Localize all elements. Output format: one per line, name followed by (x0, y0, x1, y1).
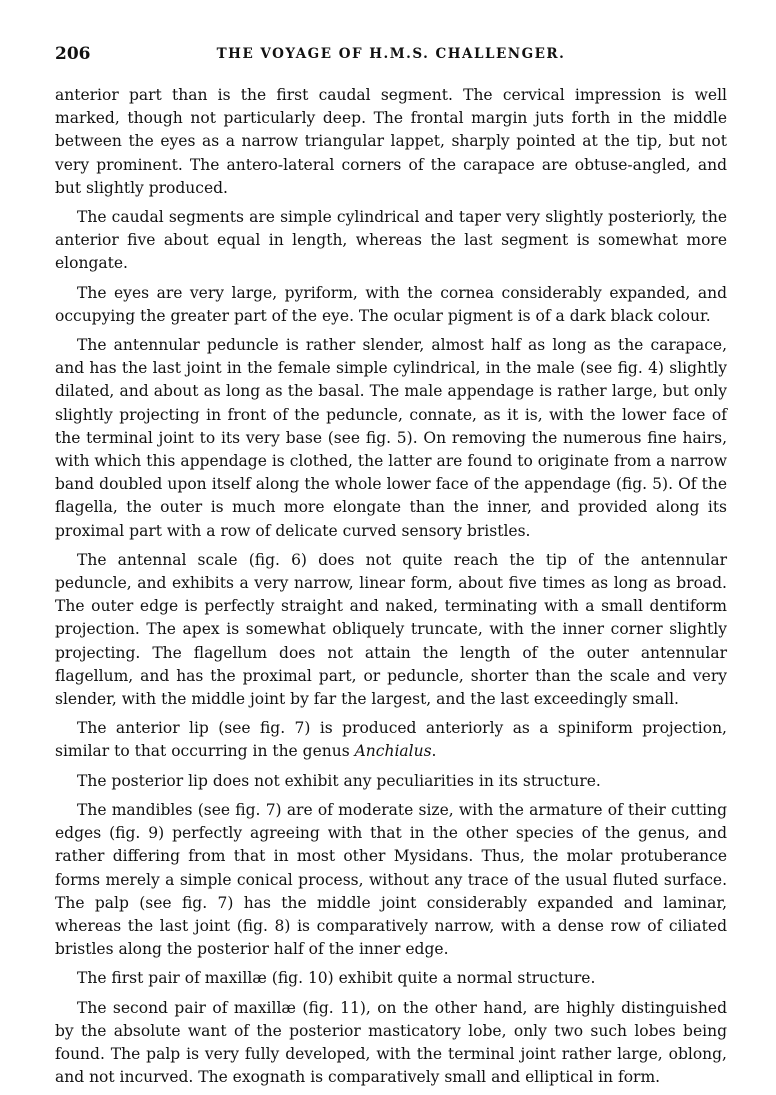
page-header (55, 44, 727, 70)
paragraph-posterior-lip: The posterior lip does not exhibit any peculiarities in its structure. (77, 771, 601, 790)
running-title: THE VOYAGE OF H.M.S. CHALLENGER. (216, 46, 566, 62)
paragraph-antennular-peduncle: The antennular peduncle is rather slender, almost half as long as the carapace, and has the last joint in the female simple cylindrical, in the male (see fig. 4) slightly dilated, and about as long as the basal. The male appendage is rather large, but only slightly projecting in front of the peduncle, connate, as it is, with the lower face of the terminal joint to its very base (see fig. 5). On removing the numerous fine hairs, with which this appendage is clothed, the latter are found to originate from a narrow band doubled upon itself along the whole lower face of the appendage (fig. 5). Of the flagella, the outer is much more elongate than the inner, and provided along its proximal part with a row of delicate curved sensory bristles. (55, 336, 727, 540)
paragraph-eyes: The eyes are very large, pyriform, with the cornea considerably expanded, and occupying the greater part of the eye. The ocular pigment is of a dark black colour. (55, 283, 727, 325)
paragraph-mandibles: The mandibles (see fig. 7) are of moderate size, with the armature of their cutting edges (fig. 9) perfectly agreeing with that in the other species of the genus, and rather differing from that in most other Mysidans. Thus, the molar protuberance forms merely a simple conical process, without any trace of the usual fluted surface. The palp (see fig. 7) has the middle joint considerably expanded and laminar, whereas the last joint (fig. 8) is comparatively narrow, with a dense row of ciliated bristles along the posterior half of the inner edge. (55, 800, 727, 959)
page (55, 44, 727, 1095)
paragraph-carapace: anterior part than is the first caudal segment. The cervical impression is well marked, though not particularly deep. The frontal margin juts forth in the middle between the eyes as a narrow triangular lappet, sharply pointed at the tip, but not very prominent. The antero-lateral corners of the carapace are obtuse-angled, and but slightly produced. (55, 86, 727, 197)
paragraph-antennal-scale: The antennal scale (fig. 6) does not quite reach the tip of the antennular peduncle, and exhibits a very narrow, linear form, about five times as long as broad. The outer edge is perfectly straight and naked, terminating with a small dentiform projection. The apex is somewhat obliquely truncate, with the inner corner slightly projecting. The flagellum does not attain the length of the outer antennular flagellum, and has the proximal part, or peduncle, shorter than the scale and very slender, with the middle joint by far the largest, and the last exceedingly small. (55, 550, 727, 709)
body-text (55, 84, 727, 1089)
paragraph-caudal-segments: The caudal segments are simple cylindrical and taper very slightly posteriorly, the anterior five about equal in length, whereas the last segment is somewhat more elongate. (55, 208, 727, 273)
anterior-lip-end: . (431, 742, 437, 761)
paragraph-anterior-lip (55, 717, 727, 763)
genus-name: Anchialus (354, 742, 432, 761)
paragraph-second-maxillae: The second pair of maxillæ (fig. 11), on the other hand, are highly distinguished by the absolute want of the posterior masticatory lobe, only two such lobes being found. The palp is very fully developed, with the terminal joint rather large, oblong, and not incurved. The exognath is comparatively small and elliptical in form. (55, 998, 727, 1087)
paragraph-first-maxillae: The first pair of maxillæ (fig. 10) exhibit quite a normal structure. (77, 969, 596, 988)
page-number: 206 (55, 44, 91, 64)
anterior-lip-text: The anterior lip (see fig. 7) is produced anteriorly as a spiniform projection, similar to that occurring in the genus (55, 719, 727, 761)
